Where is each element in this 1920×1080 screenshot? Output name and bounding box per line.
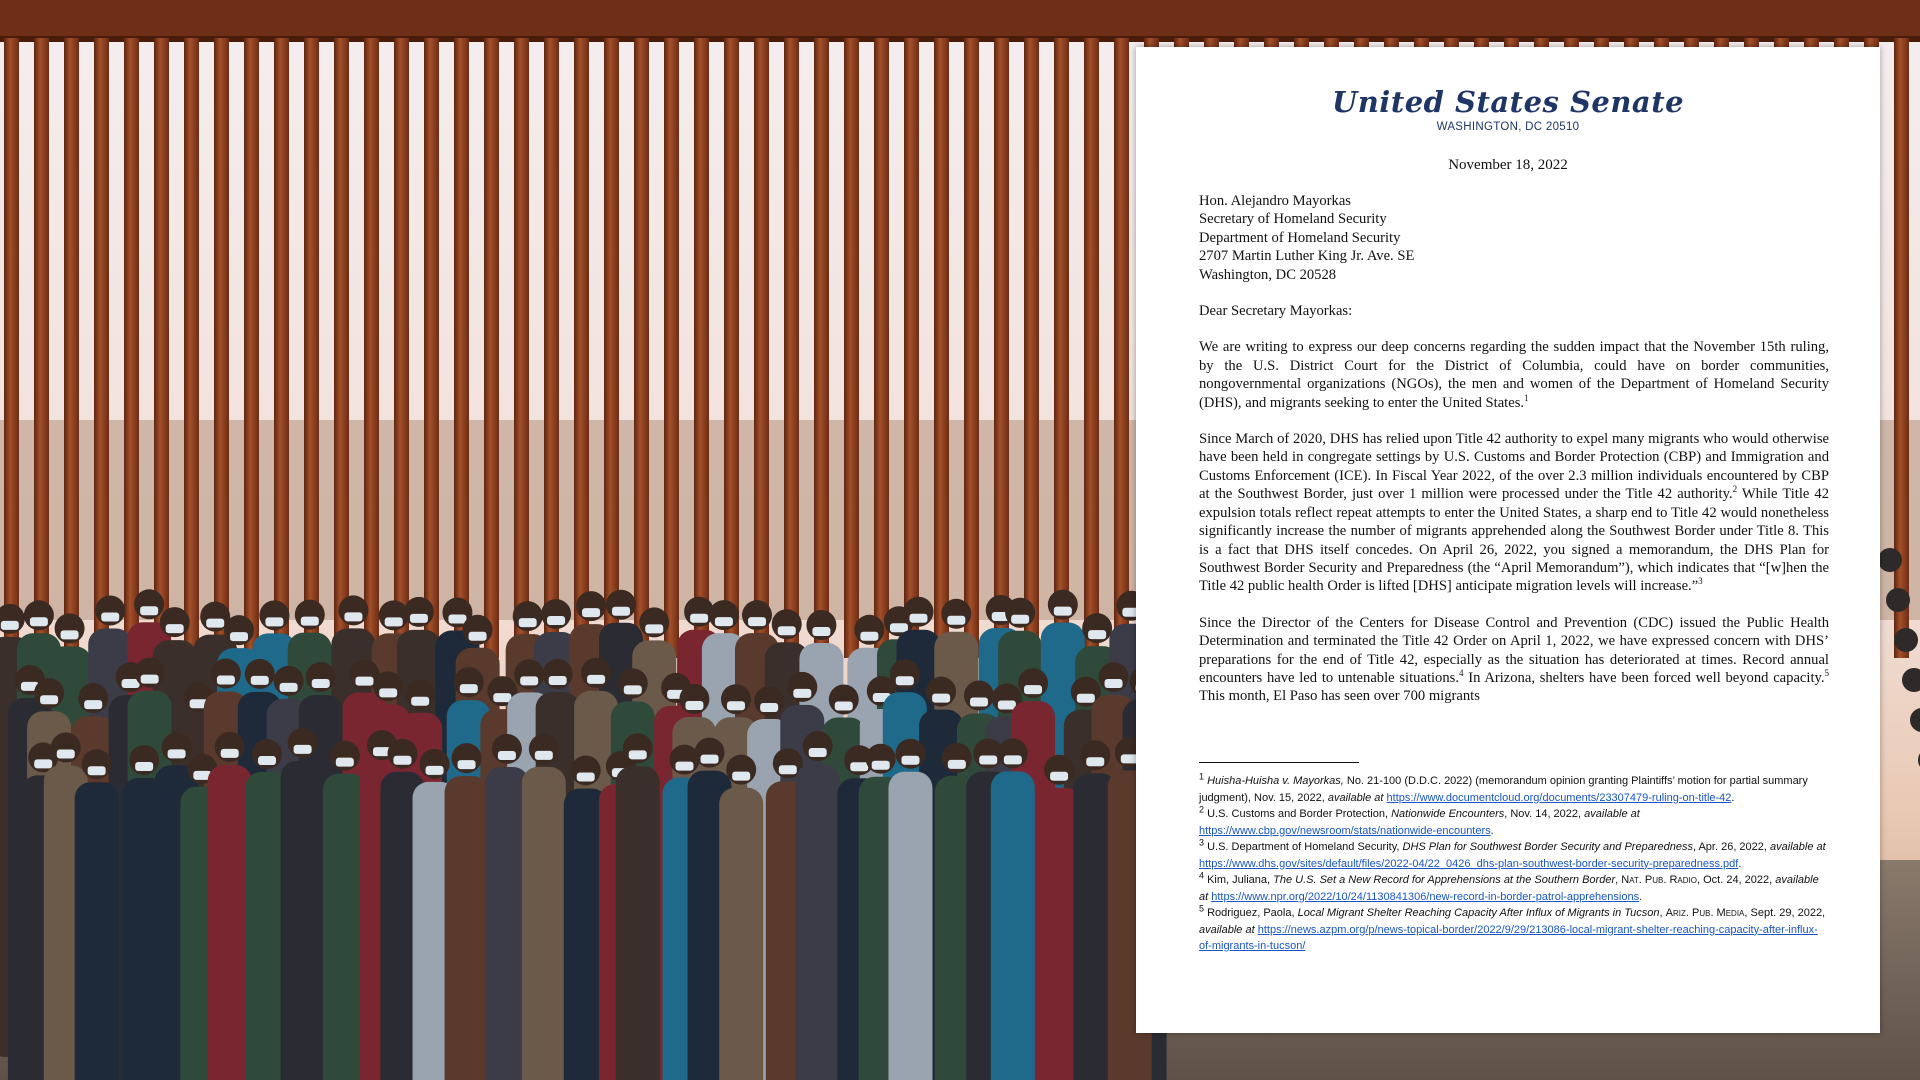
paragraph-1: We are writing to express our deep concerns regarding the sudden impact that the November 15th ruling, by the U.S. District Court for the District of Columbia, could have on border communities, nongovernmental organizations (NGOs), the men and women of the Department of Homeland Security (DHS), and migrants seeking to enter the United States.$^1$	[1199, 339, 1829, 411]
footnote-link[interactable]: https://www.dhs.gov/sites/default/files/2022-04/22_0426_dhs-plan-southwest-border-security-preparedness.pdf	[1199, 857, 1739, 870]
footnote-3: $^3$ U.S. Department of Homeland Security, DHS Plan for Southwest Border Security and Preparedness, Apr. 26, 2022, available at https://www.dhs.gov/sites/default/files/2022-04/22_0426_dhs-plan-southwest-border-security-preparedness.pdf.	[1199, 837, 1826, 870]
wall-bar	[694, 38, 709, 658]
recipient-address	[1199, 192, 1829, 284]
person-silhouette	[796, 731, 840, 1080]
wall-bar	[274, 38, 289, 658]
wall-bar	[424, 38, 439, 658]
wall-bar	[184, 38, 199, 658]
person-silhouette	[522, 734, 566, 1080]
footnote-link[interactable]: https://www.npr.org/2022/10/24/1130841306/new-record-in-border-patrol-apprehensions	[1211, 890, 1640, 903]
wall-bar	[4, 38, 19, 658]
footnote-ref: 1	[1524, 392, 1529, 403]
wall-bar	[244, 38, 259, 658]
salutation: Dear Secretary Mayorkas:	[1199, 303, 1353, 320]
senate-letter	[1136, 47, 1880, 1033]
wall-bar	[304, 38, 319, 658]
wall-bar	[514, 38, 529, 658]
wall-bar	[154, 38, 169, 658]
wall-bar	[34, 38, 49, 658]
wall-bar	[214, 38, 229, 658]
wall-bar	[964, 38, 979, 658]
person-silhouette	[719, 755, 763, 1080]
wall-bar	[394, 38, 409, 658]
wall-bar	[94, 38, 109, 658]
wall-bar	[544, 38, 559, 658]
person-silhouette	[445, 743, 489, 1080]
person-silhouette	[75, 749, 119, 1080]
letterhead	[1136, 85, 1880, 133]
paragraph-3: Since the Director of the Centers for Disease Control and Prevention (CDC) issued the Public Health Determination and terminated the Title 42 Order on April 1, 2022, we have expressed concern with DHS’ preparations for the end of Title 42, especially as the situation has deteriorated at times. Record annual encounters have led to untenable situations.$^4$ In Arizona, shelters have been forced well beyond capacity.$^5$ This month, El Paso has seen over 700 migrants	[1199, 614, 1830, 705]
footnotes	[1199, 773, 1829, 955]
address-line: 2707 Martin Luther King Jr. Ave. SE	[1199, 248, 1415, 265]
footnote-4: $^4$ Kim, Juliana, The U.S. Set a New Record for Apprehensions at the Southern Border, Nat. Pub. Radio, Oct. 24, 2022, available at https://www.npr.org/2022/10/24/1130841306/new-record-in-border-patrol-apprehensions.	[1199, 870, 1819, 903]
wall-bar	[1054, 38, 1069, 658]
wall-bar	[64, 38, 79, 658]
footnote-link[interactable]: https://www.cbp.gov/newsroom/stats/nationwide-encounters	[1199, 824, 1491, 837]
wall-bar	[994, 38, 1009, 658]
wall-bar	[484, 38, 499, 658]
footnote-link[interactable]: https://news.azpm.org/p/news-topical-border/2022/9/29/213086-local-migrant-shelter-reaching-capacity-after-influx-of-migrants-in-tucson/	[1199, 923, 1818, 952]
person-silhouette	[281, 728, 325, 1080]
person-silhouette	[1886, 588, 1910, 612]
wall-bar	[814, 38, 829, 658]
wall-bar	[574, 38, 589, 658]
letter-date: November 18, 2022	[1448, 157, 1568, 173]
wall-bar	[604, 38, 619, 658]
footnote-ref: 4	[1458, 668, 1464, 679]
letterhead-title: United States Senate	[1331, 85, 1685, 119]
wall-bar	[634, 38, 649, 658]
address-line: Washington, DC 20528	[1199, 266, 1337, 283]
wall-bar	[1024, 38, 1039, 658]
wall-bar	[1084, 38, 1099, 658]
person-silhouette	[888, 739, 932, 1080]
person-silhouette	[616, 733, 660, 1080]
wall-bar	[874, 38, 889, 658]
wall-bar	[754, 38, 769, 658]
wall-bar	[724, 38, 739, 658]
person-silhouette	[1894, 628, 1918, 652]
person-silhouette	[1878, 548, 1902, 572]
footnote-link[interactable]: https://www.documentcloud.org/documents/23307479-ruling-on-title-42	[1386, 791, 1732, 804]
wall-bar	[1114, 38, 1129, 658]
person-silhouette	[991, 738, 1035, 1080]
address-line: Department of Homeland Security	[1199, 229, 1401, 246]
wall-bar	[844, 38, 859, 658]
wall-bar	[334, 38, 349, 658]
address-line: Hon. Alejandro Mayorkas	[1199, 193, 1351, 209]
footnote-ref: 2	[1732, 484, 1738, 495]
letter-body	[1199, 192, 1829, 706]
wall-bar	[784, 38, 799, 658]
wall-bar	[664, 38, 679, 658]
wall-bar	[454, 38, 469, 658]
footnote-ref: 3	[1698, 576, 1703, 587]
footnote-2: $^2$ U.S. Customs and Border Protection, Nationwide Encounters, Nov. 14, 2022, available at https://www.cbp.gov/newsroom/stats/nationwide-encounters.	[1199, 804, 1640, 837]
address-line: Secretary of Homeland Security	[1199, 211, 1387, 228]
footnote-divider	[1199, 762, 1359, 763]
wall-bar	[934, 38, 949, 658]
wall-bar	[904, 38, 919, 658]
wall-bar	[364, 38, 379, 658]
paragraph-2: Since March of 2020, DHS has relied upon Title 42 authority to expel many migrants who would otherwise have been held in congregate settings by U.S. Customs and Border Protection (CBP) and Immigration and Customs Enforcement (ICE). In Fiscal Year 2022, of the over 2.3 million individuals encountered by CBP at the Southwest Border, just over 1 million were processed under the Title 42 authority.$^2$ While Title 42 expulsion totals reflect repeat attempts to enter the United States, a sharp end to Title 42 would nonetheless significantly increase the number of migrants apprehended along the Southwest Border under Title 8. This is a fact that DHS itself concedes. On April 26, 2022, you signed a memorandum, the DHS Plan for Southwest Border Security and Preparedness (the “April Memorandum”), which indicates that “[w]hen the Title 42 public health Order is lifted [DHS] anticipate migration levels will increase.”$^3$	[1199, 431, 1829, 595]
letterhead-city: WASHINGTON, DC 20510	[1436, 121, 1580, 133]
footnote-ref: 5	[1824, 668, 1830, 679]
wall-bar	[124, 38, 139, 658]
footnote-5: $^5$ Rodriguez, Paola, Local Migrant Shelter Reaching Capacity After Influx of Migrants in Tucson, Ariz. Pub. Media, Sept. 29, 2022, available at https://news.azpm.org/p/news-topical-border/2022/9/29/213086-local-migrant-shelter-reaching-capacity-after-influx-of-migrants-in-tucson/	[1199, 903, 1826, 952]
footnote-1: $^1$ Huisha-Huisha v. Mayorkas, No. 21-100 (D.D.C. 2022) (memorandum opinion granting Plaintiffs’ motion for partial summary judgment), Nov. 15, 2022, available at https://www.documentcloud.org/documents/23307479-ruling-on-title-42.	[1199, 771, 1808, 804]
